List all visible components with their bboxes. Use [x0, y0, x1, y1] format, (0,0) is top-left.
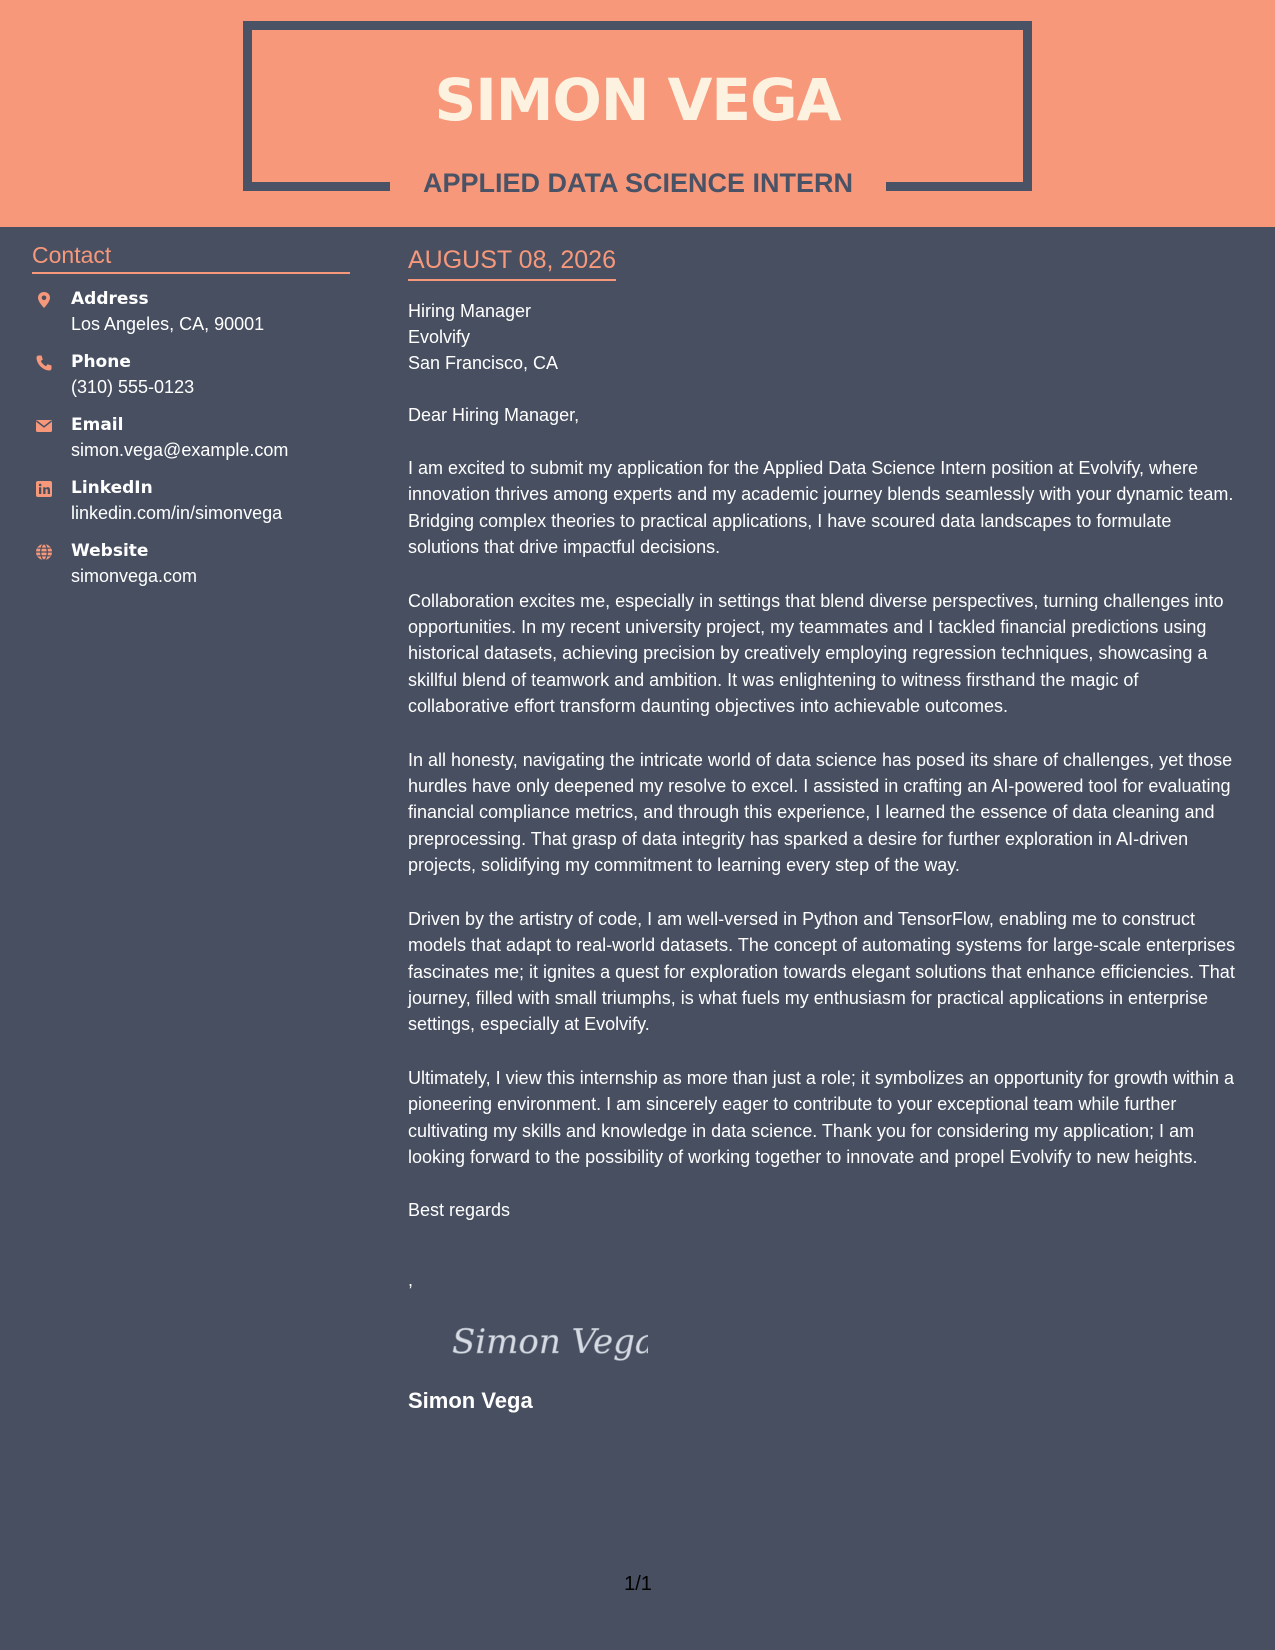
contact-label: Address: [71, 289, 149, 309]
closing-comma: ,: [408, 1270, 414, 1291]
contact-label: Website: [71, 541, 149, 561]
contact-value: (310) 555-0123: [71, 377, 195, 397]
contact-item-website: [32, 539, 352, 589]
body-paragraph: Ultimately, I view this internship as more than just a role; it symbolizes an opportunity for growth within a pioneering environment. I am sincerely eager to contribute to your exceptional team while further cultivating my skills and knowledge in data science. Thank you for considering my application; I am looking forward to the possibility of working together to innovate and propel Evolvify to new heights.: [408, 1067, 1235, 1167]
title-frame-bottom-right: [886, 182, 1032, 191]
contact-label: Email: [71, 415, 124, 435]
contact-label: Phone: [71, 352, 131, 372]
letter-body: [408, 244, 1242, 1416]
recipient-block: [408, 298, 1242, 376]
contact-heading: Contact: [32, 240, 350, 274]
body-paragraph: Driven by the artistry of code, I am well-versed in Python and TensorFlow, enabling me to construct models that adapt to real-world datasets. The concept of automating systems for large-scale enterprises fascinates me; it ignites a quest for exploration towards elegant solutions that enhance efficiencies. That journey, filled with small triumphs, is what fuels my enthusiasm for practical applications in enterprise settings, especially at Evolvify.: [408, 908, 1236, 1035]
applicant-name: SIMON VEGA: [434, 66, 841, 134]
envelope-icon: [35, 417, 53, 435]
body-paragraph: Collaboration excites me, especially in settings that blend diverse perspectives, turning challenges into opportunities. In my recent university project, my teammates and I tackled financial predictions using historical datasets, achieving precision by creatively employing regression techniques, showcasing a skillful blend of teamwork and ambition. It was enlightening to witness firsthand the magic of collaborative effort transform daunting objectives into achievable outcomes.: [408, 590, 1224, 717]
contact-value[interactable]: simon.vega@example.com: [71, 440, 289, 460]
page-number: 1/1: [624, 1573, 652, 1595]
header-banner: [0, 0, 1275, 227]
contact-value[interactable]: linkedin.com/in/simonvega: [71, 503, 283, 523]
title-frame-right: [1023, 21, 1032, 191]
closing: Best regards: [408, 1200, 511, 1221]
body-paragraph: I am excited to submit my application for the Applied Data Science Intern position at Evolvify, where innovation thrives among experts and my academic journey blends seamlessly with your dynamic team. Bridging complex theories to practical applications, I have scoured data landscapes to formulate solutions that drive impactful decisions.: [408, 458, 1234, 558]
salutation: Dear Hiring Manager,: [408, 405, 580, 425]
recipient-line: San Francisco, CA: [408, 353, 559, 373]
recipient-line: Hiring Manager: [408, 301, 532, 321]
title-frame-left: [243, 21, 252, 191]
contact-value: Los Angeles, CA, 90001: [71, 314, 265, 334]
letter-date: AUGUST 08, 2026: [408, 244, 616, 281]
signer-name: Simon Vega: [408, 1388, 533, 1414]
phone-icon: [35, 354, 53, 372]
body-paragraph: In all honesty, navigating the intricate world of data science has posed its share of challenges, yet those hurdles have only deepened my resolve to excel. I assisted in crafting an AI-powered tool for evaluating financial compliance metrics, and through this experience, I learned the essence of data cleaning and preprocessing. That grasp of data integrity has sparked a desire for further exploration in AI-driven projects, solidifying my commitment to learning every step of the way.: [408, 749, 1233, 876]
linkedin-icon: [35, 480, 53, 498]
handwritten-signature: [448, 1313, 648, 1369]
contact-item-phone: [32, 350, 352, 400]
map-pin-icon: [35, 291, 53, 309]
job-title: APPLIED DATA SCIENCE INTERN: [422, 168, 854, 198]
recipient-line: Evolvify: [408, 327, 471, 347]
title-frame-top: [243, 21, 1032, 30]
signature-script: Simon Vega: [452, 1322, 648, 1363]
globe-icon: [35, 543, 53, 561]
contact-item-linkedin: [32, 476, 352, 526]
contact-item-email: [32, 413, 352, 463]
contact-sidebar: [32, 240, 352, 589]
contact-value[interactable]: simonvega.com: [71, 566, 198, 586]
contact-label: LinkedIn: [71, 478, 153, 498]
title-frame-bottom-left: [243, 182, 390, 191]
contact-item-address: [32, 287, 352, 337]
